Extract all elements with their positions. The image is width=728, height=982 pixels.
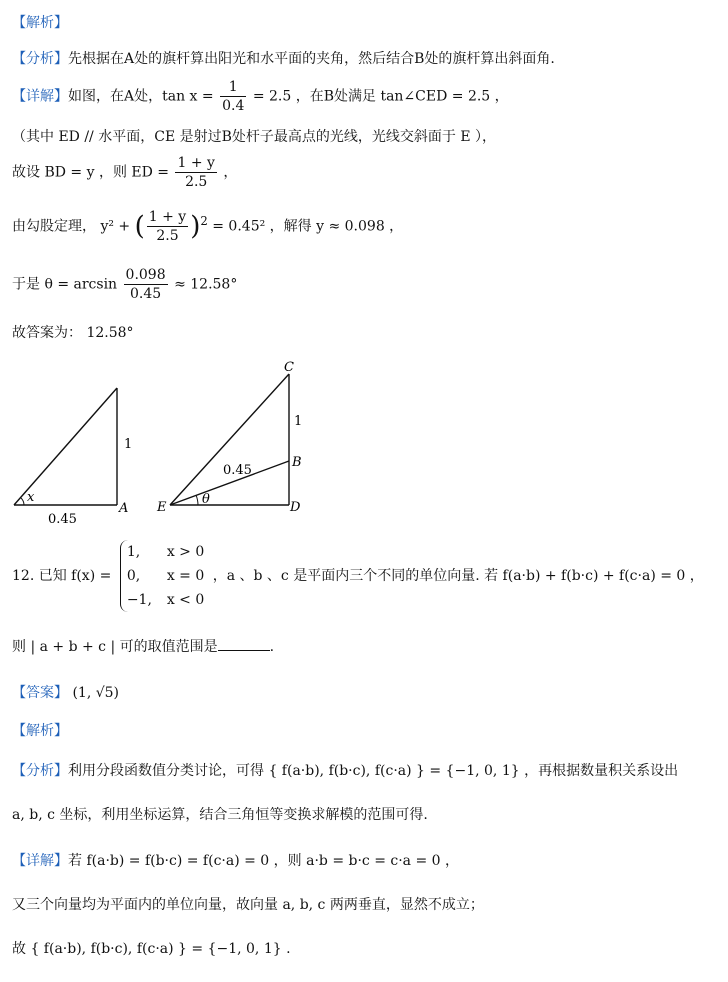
detail-text-b: = 2.5 ，在B处满足 tan∠CED = 2.5 ，: [252, 88, 509, 105]
fraction-1plusy-over-2.5-squared: [147, 208, 188, 245]
label-left-base: 0.45: [48, 512, 77, 527]
angle-theta-arc: [196, 495, 198, 505]
fraction-numerator: 1 + y: [148, 209, 187, 225]
piece-case-2: [127, 564, 204, 588]
case-condition: x < 0: [166, 592, 205, 608]
q12-answer: [12, 682, 119, 702]
label-point-E: E: [157, 500, 167, 515]
question-12: [12, 540, 704, 612]
fraction-denominator: 0.45: [129, 286, 162, 302]
label-point-D: D: [290, 500, 301, 515]
detail-line-1: [12, 78, 509, 115]
question-period: .: [269, 639, 275, 655]
label-right-045: 0.45: [223, 463, 252, 478]
superscript-2: 2: [200, 213, 208, 228]
fraction-numerator: 1: [220, 78, 246, 97]
fraction-denominator: 2.5: [156, 228, 179, 244]
detail-text: 若 f(a·b) = f(b·c) = f(c·a) = 0 ，则 a·b = b·c = c·a = 0 ，: [68, 853, 460, 869]
answer-blank: [218, 638, 270, 651]
fraction-numerator: 0.098: [125, 267, 166, 283]
question-text: ，a 、b 、c 是平面内三个不同的单位向量. 若 f(a·b) + f(b·c) + f(c·a) = 0 ，: [212, 568, 704, 584]
angle-x-arc: [21, 498, 24, 505]
detail-line-2: （其中 ED // 水平面，CE 是射过B处杆子最高点的光线，光线交斜面于 E ），: [12, 129, 497, 145]
question-text-b: 则 | a + b + c | 可的取值范围是: [12, 639, 218, 655]
q12-detail-2: 又三个向量均为平面内的单位向量，故向量 a, b, c 两两垂直，显然不成立；: [12, 897, 484, 913]
q12-detail-3: 故 { f(a·b), f(b·c), f(c·a) } = {−1, 0, 1} .: [12, 941, 291, 957]
detail-line-5: [12, 266, 237, 303]
fraction-0.098-over-0.45: [124, 266, 168, 303]
label-angle-x: x: [27, 490, 35, 505]
analysis-paragraph: [12, 48, 555, 68]
case-value: 1,: [126, 544, 141, 560]
fraction-1-over-0.4: [220, 78, 246, 115]
fraction-numerator: 1 + y: [177, 155, 215, 171]
label-right-one: 1: [294, 414, 303, 429]
q12-section-heading: 【解析】: [12, 723, 68, 739]
fraction-denominator: 0.4: [222, 98, 245, 114]
right-paren: ): [190, 211, 201, 242]
detail-text-a: 由勾股定理， y² +: [12, 218, 131, 235]
case-condition: x > 0: [166, 544, 205, 560]
label-point-C: C: [284, 360, 294, 375]
piece-case-1: [127, 540, 204, 564]
q12-detail: [12, 850, 459, 870]
fraction-denominator: 2.5: [185, 174, 208, 190]
left-paren: (: [134, 211, 145, 242]
detail-line-4: [12, 208, 403, 245]
analysis-text: 利用分段函数值分类讨论，可得 { f(a·b), f(b·c), f(c·a) } = {−1, 0, 1} ，再根据数量积关系设出: [68, 763, 679, 779]
answer-tag: 【答案】: [12, 685, 68, 701]
case-value: 0,: [126, 568, 141, 584]
analysis-tag: 【分析】: [12, 51, 68, 67]
right-hypotenuse-CE: [170, 374, 289, 505]
label-point-B: B: [292, 455, 302, 470]
fraction-1plusy-over-2.5: [175, 154, 216, 191]
q12-analysis-2: a, b, c 坐标，利用坐标运算，结合三角恒等变换求解模的范围可得.: [12, 807, 428, 823]
piecewise-function: [120, 540, 204, 612]
label-point-A: A: [119, 501, 129, 516]
detail-text-a: 于是 θ = arcsin: [12, 276, 118, 293]
section-heading-analysis: 【解析】: [12, 15, 68, 31]
question-prefix: 12. 已知 f(x) =: [12, 568, 112, 584]
analysis-tag: 【分析】: [12, 763, 68, 779]
question-12-line-2: [12, 636, 274, 656]
label-left-one: 1: [124, 437, 133, 452]
answer-line: 故答案为： 12.58°: [12, 325, 134, 341]
analysis-text: 先根据在A处的旗杆算出阳光和水平面的夹角，然后结合B处的旗杆算出斜面角.: [68, 51, 555, 67]
answer-value: (1, √5): [72, 685, 120, 701]
detail-text-a: 如图，在A处，tan x =: [68, 88, 214, 105]
label-angle-theta: θ: [202, 492, 210, 507]
detail-tag: 【详解】: [12, 88, 68, 105]
detail-text-b: ，: [223, 164, 238, 181]
detail-text-b: ≈ 12.58°: [174, 276, 238, 293]
detail-text-b: = 0.45² ，解得 y ≈ 0.098 ，: [212, 218, 404, 235]
piece-case-3: [127, 588, 204, 612]
detail-text-a: 故设 BD = y ，则 ED =: [12, 164, 170, 181]
detail-tag: 【详解】: [12, 853, 68, 869]
case-condition: x = 0: [166, 568, 205, 584]
q12-analysis: [12, 760, 678, 780]
case-value: −1,: [126, 592, 152, 608]
left-hypotenuse: [14, 388, 117, 505]
triangle-figures: [0, 355, 728, 530]
detail-line-3: [12, 154, 237, 191]
